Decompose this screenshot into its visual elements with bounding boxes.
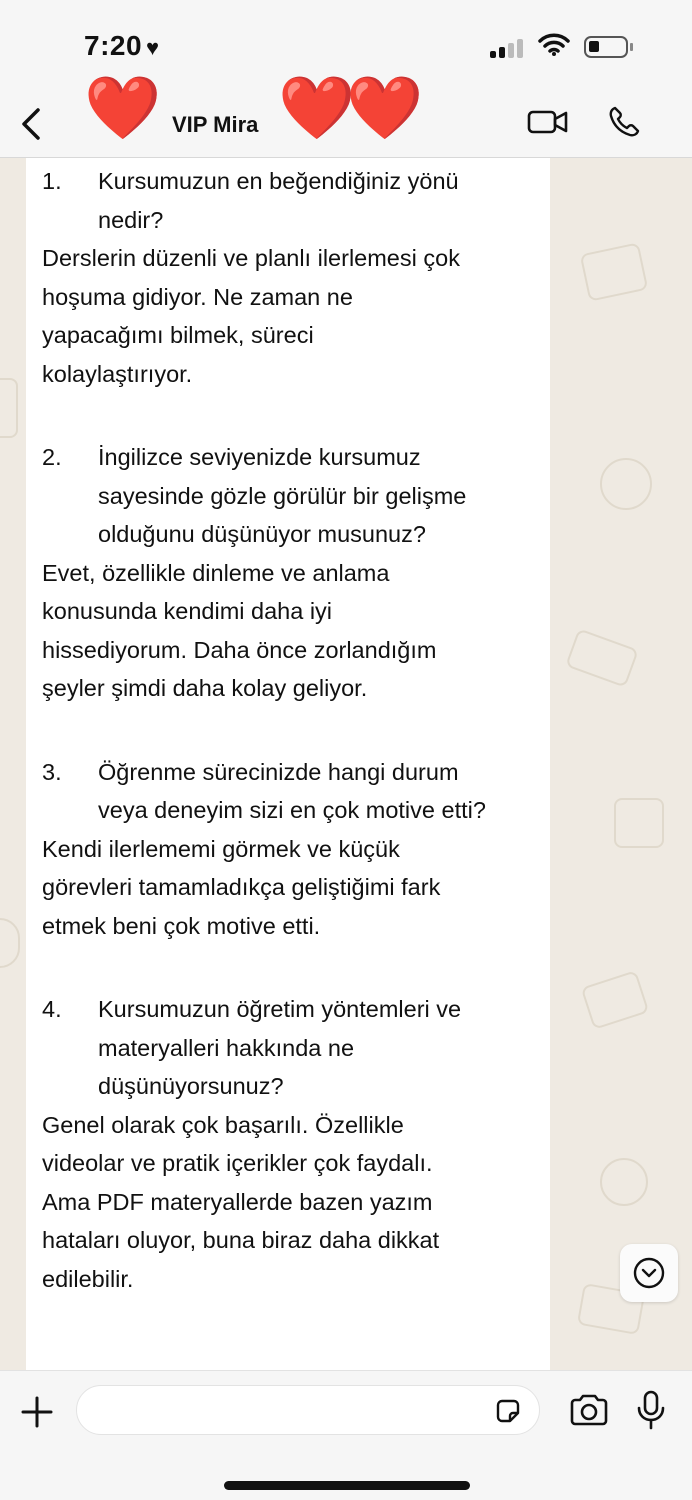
question-item	[26, 438, 550, 554]
wallpaper-doodle	[581, 970, 650, 1030]
question-number: 4.	[42, 996, 62, 1022]
cellular-signal-icon	[490, 38, 526, 58]
wallpaper-doodle	[580, 242, 649, 301]
question-line: sayesinde gözle görülür bir gelişme	[98, 482, 467, 509]
sticker-icon[interactable]	[494, 1397, 522, 1425]
video-camera-icon[interactable]	[526, 106, 570, 138]
message-bubble[interactable]	[26, 158, 550, 1370]
contact-name[interactable]: VIP Mira	[172, 112, 259, 137]
chevron-down-circle-icon	[633, 1257, 665, 1289]
answer-text	[26, 554, 550, 708]
heart-emoji-overlay: ❤️	[346, 74, 424, 143]
question-item	[26, 753, 550, 830]
question-number: 2.	[42, 444, 62, 470]
status-time	[84, 30, 160, 62]
answer-text	[26, 239, 550, 393]
answer-line: etmek beni çok motive etti.	[42, 912, 321, 939]
message-input-bar	[0, 1370, 692, 1500]
heart-icon: ♥	[146, 35, 160, 60]
status-time-text: 7:20	[84, 30, 143, 61]
answer-line: Derslerin düzenli ve planlı ilerlemesi çok	[42, 245, 460, 271]
question-number: 1.	[42, 168, 62, 194]
question-item	[26, 990, 550, 1106]
answer-line: yapacağımı bilmek, süreci	[42, 322, 314, 348]
answer-line: Genel olarak çok başarılı. Özellikle	[42, 1111, 404, 1138]
question-line: olduğunu düşünüyor musunuz?	[98, 521, 426, 547]
answer-line: hissediyorum. Daha önce zorlandığım	[42, 636, 437, 663]
answer-line: Kendi ilerlememi görmek ve küçük	[42, 835, 400, 862]
wallpaper-doodle	[614, 798, 664, 848]
wifi-icon	[538, 32, 570, 56]
question-item	[26, 162, 550, 239]
answer-line: kolaylaştırıyor.	[42, 360, 193, 387]
scroll-to-bottom-button[interactable]	[620, 1244, 678, 1302]
wallpaper-doodle	[600, 458, 652, 510]
answer-line: hataları oluyor, buna biraz daha dikkat	[42, 1227, 440, 1253]
question-line: Öğrenme sürecinizde hangi durum	[98, 758, 459, 785]
answer-line: Ama PDF materyallerde bazen yazım	[42, 1188, 433, 1215]
answer-text	[26, 830, 550, 946]
question-line: düşünüyorsunuz?	[98, 1073, 284, 1099]
home-indicator	[224, 1481, 470, 1490]
answer-line: konusunda kendimi daha iyi	[42, 598, 333, 624]
message-input[interactable]	[76, 1385, 540, 1435]
question-line: nedir?	[98, 206, 164, 233]
answer-line: edilebilir.	[42, 1265, 134, 1292]
chat-header	[0, 74, 692, 158]
battery-low-icon	[584, 36, 628, 58]
question-line: Kursumuzun en beğendiğiniz yönü	[98, 168, 459, 194]
camera-icon[interactable]	[568, 1393, 610, 1427]
question-line: İngilizce seviyenizde kursumuz	[98, 444, 421, 470]
chat-area[interactable]	[0, 158, 692, 1370]
wallpaper-doodle	[0, 378, 18, 438]
answer-line: hoşuma gidiyor. Ne zaman ne	[42, 283, 353, 310]
question-number: 3.	[42, 758, 62, 785]
wallpaper-doodle	[565, 628, 639, 687]
wallpaper-doodle	[600, 1158, 648, 1206]
answer-line: videolar ve pratik içerikler çok faydalı.	[42, 1150, 433, 1176]
answer-line: görevleri tamamladıkça geliştiğimi fark	[42, 874, 441, 900]
heart-emoji-overlay: ❤️	[84, 74, 162, 143]
answer-line: şeyler şimdi daha kolay geliyor.	[42, 675, 368, 701]
plus-icon[interactable]	[20, 1395, 54, 1429]
answer-text	[26, 1106, 550, 1299]
heart-emoji-overlay: ❤️	[278, 74, 356, 143]
answer-line: Evet, özellikle dinleme ve anlama	[42, 559, 390, 586]
microphone-icon[interactable]	[636, 1389, 666, 1431]
question-line: materyalleri hakkında ne	[98, 1034, 355, 1061]
question-line: veya deneyim sizi en çok motive etti?	[98, 797, 486, 823]
phone-icon[interactable]	[606, 104, 642, 140]
wallpaper-doodle	[0, 918, 20, 968]
chevron-left-icon[interactable]	[16, 106, 46, 142]
question-line: Kursumuzun öğretim yöntemleri ve	[98, 996, 462, 1022]
